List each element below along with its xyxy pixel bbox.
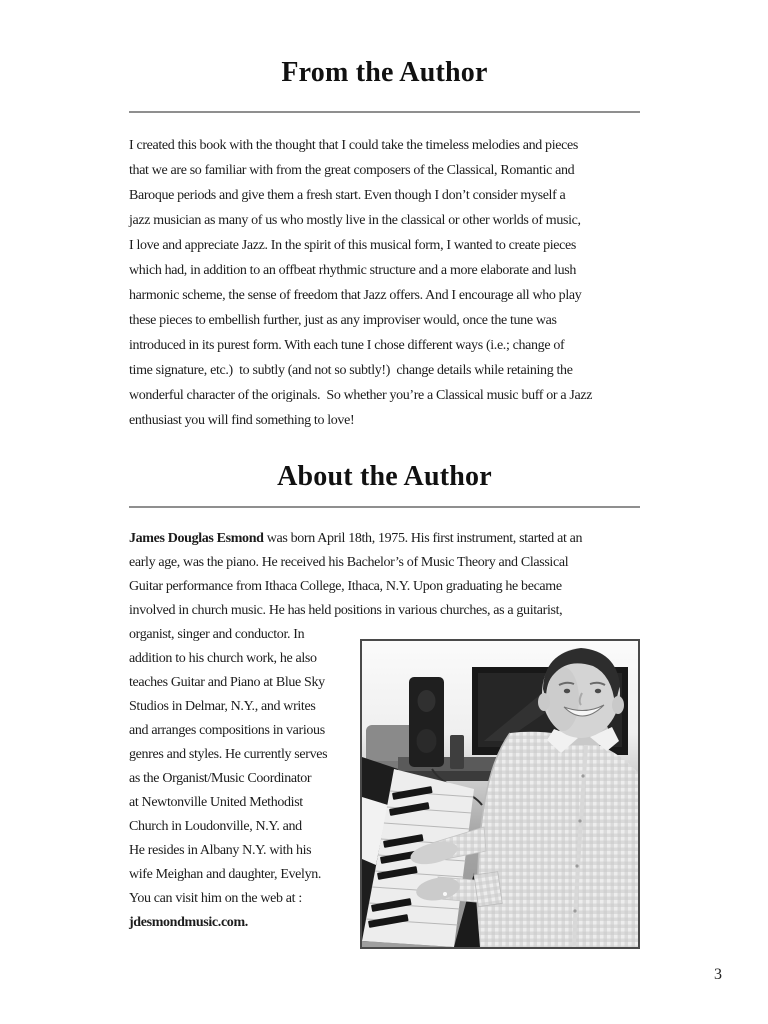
paragraph-line: Guitar performance from Ithaca College, Ithaca, N.Y. Upon graduating he became xyxy=(129,579,562,594)
paragraph-line: I love and appreciate Jazz. In the spirit of this musical form, I wanted to create pieces xyxy=(129,238,576,253)
from-author-section xyxy=(129,57,640,433)
paragraph-line: Studios in Delmar, N.Y., and writes xyxy=(129,699,316,714)
paragraph-line: I created this book with the thought that I could take the timeless melodies and pieces xyxy=(129,138,578,153)
page-number: 3 xyxy=(714,966,722,983)
from-author-divider xyxy=(129,111,640,113)
paragraph-line: wife Meighan and daughter, Evelyn. xyxy=(129,867,322,882)
paragraph-line: that we are so familiar with from the great composers of the Classical, Romantic and xyxy=(129,163,575,178)
column-lines xyxy=(129,623,360,911)
about-author-section xyxy=(129,461,640,949)
about-author-intro xyxy=(129,527,640,623)
paragraph-line: which had, in addition to an offbeat rhythmic structure and a more elaborate and lush xyxy=(129,263,577,278)
paragraph-line: as the Organist/Music Coordinator xyxy=(129,771,312,786)
paragraph-line: at Newtonville United Methodist xyxy=(129,795,303,810)
intro-line-rest: was born April 18th, 1975. His first instrument, started at an xyxy=(263,531,583,546)
paragraph-line xyxy=(129,527,640,551)
paragraph-line: Church in Loudonville, N.Y. and xyxy=(129,819,302,834)
paragraph-line: organist, singer and conductor. In xyxy=(129,627,305,642)
paragraph-line: teaches Guitar and Piano at Blue Sky xyxy=(129,675,325,690)
about-author-divider xyxy=(129,506,640,508)
paragraph-line: He resides in Albany N.Y. with his xyxy=(129,843,312,858)
paragraph-line: wonderful character of the originals. So whether you’re a Classical music buff or a Jazz xyxy=(129,388,593,403)
from-author-paragraph xyxy=(129,133,640,433)
about-left-column xyxy=(129,623,360,935)
paragraph-line: and arranges compositions in various xyxy=(129,723,325,738)
paragraph-line: jazz musician as many of us who mostly live in the classical or other worlds of music, xyxy=(129,213,581,228)
paragraph-line: You can visit him on the web at : xyxy=(129,891,302,906)
author-photo xyxy=(360,639,640,949)
from-author-title: From the Author xyxy=(281,57,488,88)
paragraph-line: harmonic scheme, the sense of freedom that Jazz offers. And I encourage all who play xyxy=(129,288,582,303)
paragraph-line: Baroque periods and give them a fresh start. Even though I don’t consider myself a xyxy=(129,188,566,203)
author-website: jdesmondmusic.com. xyxy=(129,915,248,930)
author-at-piano-illustration xyxy=(362,641,638,947)
intro-lines xyxy=(129,551,640,623)
author-name: James Douglas Esmond xyxy=(129,531,264,546)
paragraph-line: early age, was the piano. He received his Bachelor’s of Music Theory and Classical xyxy=(129,555,569,570)
paragraph-line: time signature, etc.) to subtly (and not so subtly!) change details while retaining the xyxy=(129,363,573,378)
paragraph-line: enthusiast you will find something to love! xyxy=(129,413,355,428)
paragraph-line: involved in church music. He has held positions in various churches, as a guitarist, xyxy=(129,603,563,618)
paragraph-line: genres and styles. He currently serves xyxy=(129,747,328,762)
paragraph-line: these pieces to embellish further, just as any improviser would, once the tune was xyxy=(129,313,557,328)
about-author-title: About the Author xyxy=(277,461,492,492)
about-wrap-region xyxy=(129,623,640,949)
paragraph-line: introduced in its purest form. With each tune I chose different ways (i.e.; change of xyxy=(129,338,565,353)
speaker-shape xyxy=(409,677,444,767)
paragraph-line: addition to his church work, he also xyxy=(129,651,317,666)
